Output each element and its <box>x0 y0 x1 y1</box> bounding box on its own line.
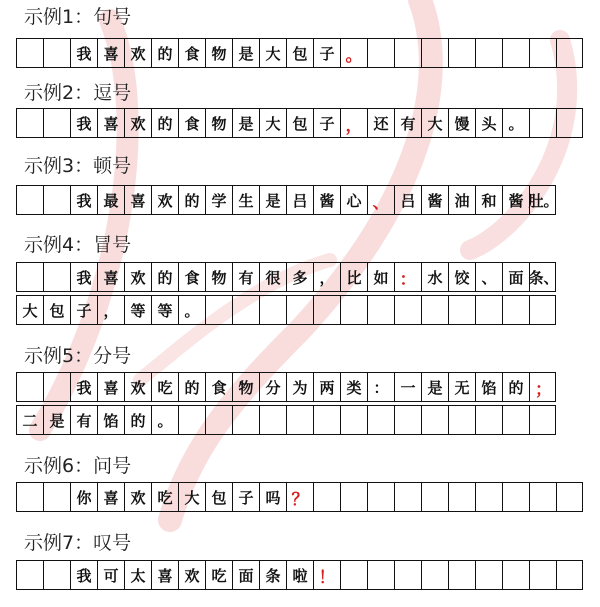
grid-cell <box>476 406 503 434</box>
grid-cell <box>557 483 584 511</box>
grid-cell: 欢 <box>125 373 152 401</box>
grid-cell <box>17 483 44 511</box>
grid-cell <box>368 561 395 589</box>
grid-cell: 我 <box>71 186 98 214</box>
grid-cell <box>17 186 44 214</box>
grid-cell <box>368 406 395 434</box>
grid-cell: 酱 <box>314 186 341 214</box>
grid-cell: 我 <box>71 373 98 401</box>
grid-cell: 物 <box>206 109 233 137</box>
grid-cell <box>503 406 530 434</box>
grid-cell: 为 <box>287 373 314 401</box>
grid-cell: 食 <box>206 373 233 401</box>
grid-cell: 我 <box>71 561 98 589</box>
grid-cell <box>530 109 557 137</box>
grid-cell <box>260 406 287 434</box>
grid-cell <box>395 406 422 434</box>
grid-cell <box>422 406 449 434</box>
grid-cell <box>476 296 503 324</box>
grid-cell <box>449 406 476 434</box>
grid-cell: 是 <box>422 373 449 401</box>
grid-cell: 食 <box>179 263 206 291</box>
grid-cell <box>557 561 584 589</box>
grid-cell <box>503 296 530 324</box>
grid-cell: 子 <box>314 109 341 137</box>
grid-cell <box>395 561 422 589</box>
grid-cell <box>503 483 530 511</box>
grid-cell: 欢 <box>125 263 152 291</box>
grid-cell <box>422 39 449 67</box>
writing-grid-row <box>16 372 556 402</box>
grid-cell: 有 <box>395 109 422 137</box>
grid-cell: 学 <box>206 186 233 214</box>
grid-cell: 面 <box>233 561 260 589</box>
grid-cell: 最 <box>98 186 125 214</box>
example-title: 示例6：问号 <box>24 455 132 477</box>
grid-cell: 包 <box>206 483 233 511</box>
writing-grid-row <box>16 482 583 512</box>
grid-cell: 吃 <box>152 373 179 401</box>
grid-cell <box>44 373 71 401</box>
grid-cell <box>449 39 476 67</box>
grid-cell: 类 <box>341 373 368 401</box>
grid-cell: 肚。 <box>528 191 559 210</box>
grid-cell: 食 <box>179 39 206 67</box>
grid-cell: 的 <box>152 39 179 67</box>
grid-cell <box>44 483 71 511</box>
grid-cell: 的 <box>179 373 206 401</box>
example-title: 示例5：分号 <box>24 345 132 367</box>
example-title: 示例3：顿号 <box>24 155 132 177</box>
grid-cell: 大 <box>260 109 287 137</box>
grid-cell: 欢 <box>179 561 206 589</box>
grid-cell: 酱 <box>422 186 449 214</box>
grid-cell: 的 <box>125 406 152 434</box>
grid-cell: 油 <box>449 186 476 214</box>
example-title: 示例2：逗号 <box>24 82 132 104</box>
grid-cell: 有 <box>233 263 260 291</box>
grid-cell: 头 <box>476 109 503 137</box>
grid-cell: 比 <box>341 263 368 291</box>
grid-cell: 两 <box>314 373 341 401</box>
grid-cell <box>44 109 71 137</box>
grid-cell <box>17 373 44 401</box>
punctuation-mark: ！ <box>314 561 341 589</box>
grid-cell <box>314 483 341 511</box>
grid-cell <box>17 39 44 67</box>
grid-cell <box>287 296 314 324</box>
grid-cell: 喜 <box>98 483 125 511</box>
grid-cell: 包 <box>287 39 314 67</box>
grid-cell: 子 <box>314 39 341 67</box>
grid-cell: 大 <box>422 109 449 137</box>
grid-cell <box>368 296 395 324</box>
grid-cell <box>341 561 368 589</box>
writing-grid-row <box>16 405 556 435</box>
grid-cell: ， <box>314 263 341 291</box>
grid-cell <box>17 109 44 137</box>
grid-cell: 物 <box>233 373 260 401</box>
grid-cell <box>449 561 476 589</box>
grid-cell: ： <box>368 373 395 401</box>
grid-cell: 我 <box>71 263 98 291</box>
grid-cell: 二 <box>17 406 44 434</box>
grid-cell <box>557 109 584 137</box>
grid-cell: 等 <box>125 296 152 324</box>
grid-cell: 喜 <box>125 186 152 214</box>
grid-cell <box>395 39 422 67</box>
grid-cell: 的 <box>152 263 179 291</box>
grid-cell: 欢 <box>125 109 152 137</box>
grid-cell <box>287 406 314 434</box>
grid-cell <box>422 561 449 589</box>
grid-cell <box>368 39 395 67</box>
grid-cell <box>449 296 476 324</box>
punctuation-mark: ： <box>395 263 422 291</box>
punctuation-mark: 、 <box>368 186 395 214</box>
grid-cell: 如 <box>368 263 395 291</box>
grid-cell <box>179 406 206 434</box>
grid-cell <box>476 39 503 67</box>
example-title: 示例1：句号 <box>24 6 132 28</box>
grid-cell: 的 <box>179 186 206 214</box>
grid-cell: 酱 <box>503 186 530 214</box>
grid-cell: 的 <box>152 109 179 137</box>
grid-cell: 喜 <box>98 109 125 137</box>
grid-cell <box>17 561 44 589</box>
grid-cell: 喜 <box>98 39 125 67</box>
grid-cell: 是 <box>233 39 260 67</box>
grid-cell: 生 <box>233 186 260 214</box>
punctuation-mark: 。 <box>341 39 368 67</box>
grid-cell <box>503 39 530 67</box>
grid-cell: 我 <box>71 39 98 67</box>
grid-cell: 吗 <box>260 483 287 511</box>
grid-cell: 欢 <box>125 483 152 511</box>
writing-grid-row <box>16 560 583 590</box>
grid-cell: 是 <box>233 109 260 137</box>
grid-cell: 有 <box>71 406 98 434</box>
grid-cell <box>314 406 341 434</box>
grid-cell <box>530 296 557 324</box>
grid-cell <box>530 561 557 589</box>
punctuation-mark: ， <box>341 109 368 137</box>
writing-grid-row <box>16 295 556 325</box>
grid-cell: 我 <box>71 109 98 137</box>
grid-cell: 还 <box>368 109 395 137</box>
grid-cell: 的 <box>503 373 530 401</box>
grid-cell: 一 <box>395 373 422 401</box>
grid-cell: 水 <box>422 263 449 291</box>
grid-cell: 。 <box>179 296 206 324</box>
writing-grid-row <box>16 262 559 292</box>
grid-cell: 包 <box>287 109 314 137</box>
grid-cell: 吃 <box>152 483 179 511</box>
grid-cell: 是 <box>260 186 287 214</box>
grid-cell: 物 <box>206 263 233 291</box>
grid-cell <box>341 483 368 511</box>
grid-cell: 大 <box>17 296 44 324</box>
grid-cell: 包 <box>44 296 71 324</box>
grid-cell <box>530 406 557 434</box>
grid-cell <box>476 483 503 511</box>
grid-cell: 太 <box>125 561 152 589</box>
grid-cell <box>260 296 287 324</box>
grid-cell: 。 <box>152 406 179 434</box>
grid-cell: 喜 <box>98 263 125 291</box>
grid-cell: 、 <box>476 263 503 291</box>
grid-cell <box>557 39 584 67</box>
grid-cell: 子 <box>233 483 260 511</box>
grid-cell: 啦 <box>287 561 314 589</box>
grid-cell: 物 <box>206 39 233 67</box>
grid-cell: 大 <box>179 483 206 511</box>
grid-cell <box>44 39 71 67</box>
writing-grid-row <box>16 185 559 215</box>
grid-cell <box>44 263 71 291</box>
grid-cell <box>341 296 368 324</box>
punctuation-mark: ？ <box>287 483 314 511</box>
grid-cell <box>233 296 260 324</box>
grid-cell: 吕 <box>395 186 422 214</box>
grid-cell: 多 <box>287 263 314 291</box>
grid-cell: 可 <box>98 561 125 589</box>
grid-cell: 馅 <box>98 406 125 434</box>
grid-cell: 很 <box>260 263 287 291</box>
grid-cell: 馒 <box>449 109 476 137</box>
grid-cell <box>44 186 71 214</box>
grid-cell <box>530 39 557 67</box>
punctuation-mark: ； <box>535 379 552 400</box>
grid-cell: 无 <box>449 373 476 401</box>
grid-cell <box>449 483 476 511</box>
grid-cell: 子 <box>71 296 98 324</box>
grid-cell <box>530 483 557 511</box>
grid-cell: 心 <box>341 186 368 214</box>
grid-cell: 你 <box>71 483 98 511</box>
grid-cell <box>503 561 530 589</box>
grid-cell: 喜 <box>152 561 179 589</box>
grid-cell: 欢 <box>152 186 179 214</box>
grid-cell: 饺 <box>449 263 476 291</box>
grid-cell <box>395 483 422 511</box>
grid-cell <box>422 296 449 324</box>
grid-cell: 吃 <box>206 561 233 589</box>
grid-cell: 条 <box>260 561 287 589</box>
grid-cell: 大 <box>260 39 287 67</box>
grid-cell: 喜 <box>98 373 125 401</box>
grid-cell <box>17 263 44 291</box>
grid-cell <box>233 406 260 434</box>
example-title: 示例7：叹号 <box>24 532 132 554</box>
writing-grid-row <box>16 108 583 138</box>
grid-cell: 条、 <box>528 268 559 287</box>
writing-grid-row <box>16 38 583 68</box>
example-title: 示例4：冒号 <box>24 234 132 256</box>
grid-cell <box>341 406 368 434</box>
grid-cell: 面 <box>503 263 530 291</box>
grid-cell: 分 <box>260 373 287 401</box>
grid-cell: 馅 <box>476 373 503 401</box>
grid-cell <box>368 483 395 511</box>
grid-cell: 吕 <box>287 186 314 214</box>
grid-cell: 欢 <box>125 39 152 67</box>
grid-cell <box>44 561 71 589</box>
grid-cell <box>395 296 422 324</box>
grid-cell: 。 <box>503 109 530 137</box>
grid-cell <box>206 296 233 324</box>
grid-cell <box>422 483 449 511</box>
grid-cell: 等 <box>152 296 179 324</box>
grid-cell <box>476 561 503 589</box>
grid-cell: ， <box>98 296 125 324</box>
grid-cell: 食 <box>179 109 206 137</box>
grid-cell: 和 <box>476 186 503 214</box>
grid-cell <box>206 406 233 434</box>
grid-cell: 是 <box>44 406 71 434</box>
grid-cell <box>314 296 341 324</box>
